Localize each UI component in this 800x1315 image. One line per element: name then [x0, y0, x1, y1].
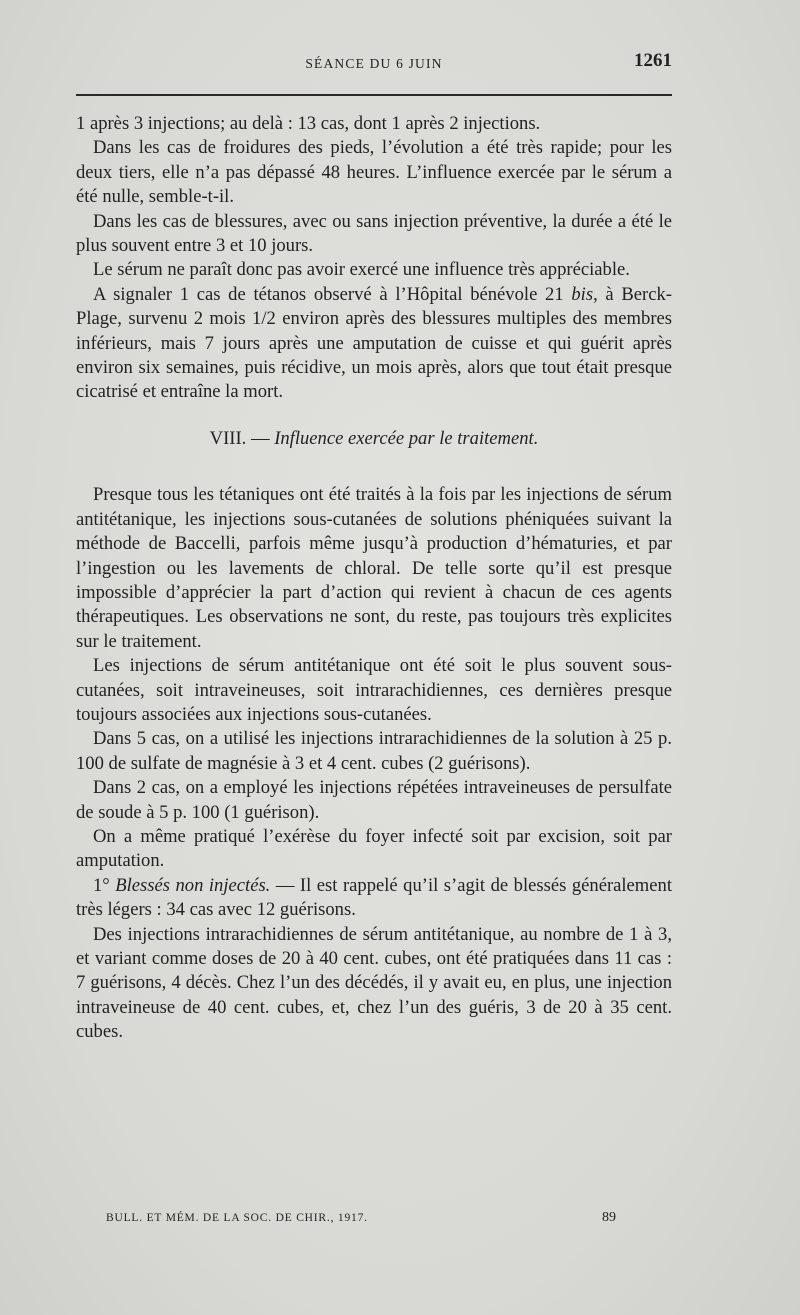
paragraph-exerese: On a même pratiqué l’exérèse du foyer infecté soit par excision, soit par amputation.: [76, 825, 672, 872]
paragraph-traitements: Presque tous les tétaniques ont été traités à la fois par les injections de sérum antitétanique, les injections sous-cutanées de solutions phéniquées suivant la méthode de Baccelli, parfois même jusqu’à production d’hématuries, et par l’ingestion ou les lavements de chloral. De telle sorte qu’il est presque impossible d’apprécier la part d’action qui revient à chacun de ces agents thérapeutiques. Les observations ne sont, du reste, pas toujours très explicites sur le traitement.: [76, 484, 672, 652]
body-text: [76, 112, 672, 1045]
tetanos-case-text-a: A signaler 1 cas de tétanos observé à l’Hôpital bénévole 21: [93, 283, 572, 305]
section-number: VIII. —: [209, 427, 275, 449]
page-header: [76, 50, 672, 80]
paragraph-persulfate: Dans 2 cas, on a employé les injections répétées intraveineuses de persulfate de soude à 5 p. 100 (1 guérison).: [76, 777, 672, 823]
paragraph-injections-serum: Les injections de sérum antitétanique ont été soit le plus souvent sous-cutanées, soit intraveineuses, soit intrarachidiennes, ces dernières presque toujours associées aux injections sous-cutanées.: [76, 655, 672, 725]
running-title: SÉANCE DU 6 JUIN: [305, 56, 443, 71]
paragraph-intrarachidiennes: Des injections intrarachidiennes de sérum antitétanique, au nombre de 1 à 3, et variant comme doses de 20 à 40 cent. cubes, ont été pratiquées dans 11 cas : 7 guérisons, 4 décès. Chez l’un des décédés, il y avait eu, en plus, une injection intraveineuse de 40 cent. cubes, et, chez l’un des guéris, 3 de 20 à 35 cent. cubes.: [76, 923, 672, 1043]
paragraph-blessures: Dans les cas de blessures, avec ou sans injection préventive, la durée a été le plus souvent entre 3 et 10 jours.: [76, 210, 672, 257]
journal-reference: BULL. ET MÉM. DE LA SOC. DE CHIR., 1917.: [106, 1212, 368, 1224]
paragraph-serum-conclusion: Le sérum ne paraît donc pas avoir exercé une influence très appréciable.: [93, 259, 630, 281]
section-heading: [76, 427, 672, 451]
signature-mark: 89: [602, 1210, 616, 1225]
page-footer: [106, 1212, 616, 1224]
tetanos-case-text-b: , à Berck-Plage, survenu 2 mois 1/2 environ après des blessures multiples des membres inférieurs, mais 7 jours après une amputation de cuisse et qui guérit après environ six semaines, puis récidive, un mois après, alors que tout était presque cicatrisé et entraîne la mort.: [76, 283, 672, 403]
page-number: 1261: [634, 50, 672, 71]
subsection-title: Blessés non injectés.: [115, 874, 271, 896]
paragraph-magnesie: Dans 5 cas, on a utilisé les injections intrarachidiennes de la solution à 25 p. 100 de sulfate de magnésie à 3 et 4 cent. cubes (2 guérisons).: [76, 728, 672, 774]
paragraph-tetanos-case: [76, 283, 672, 405]
header-rule: [76, 94, 672, 96]
subsection-number: 1°: [93, 874, 116, 896]
paragraph-continuation: 1 après 3 injections; au delà : 13 cas, dont 1 après 2 injections.: [76, 113, 541, 134]
subsection-text: — Il est rappelé qu’il s’agit de blessés généralement très légers : 34 cas avec 12 guérisons.: [76, 874, 672, 921]
bis-italic: bis: [571, 283, 594, 305]
section-title-text: Influence exercée par le traitement.: [274, 427, 539, 449]
paragraph-blesses-non-injectes: [76, 874, 672, 923]
paragraph-froidures: Dans les cas de froidures des pieds, l’évolution a été très rapide; pour les deux tiers, elle n’a pas dépassé 48 heures. L’influence exercée par le sérum a été nulle, semble-t-il.: [76, 137, 672, 208]
